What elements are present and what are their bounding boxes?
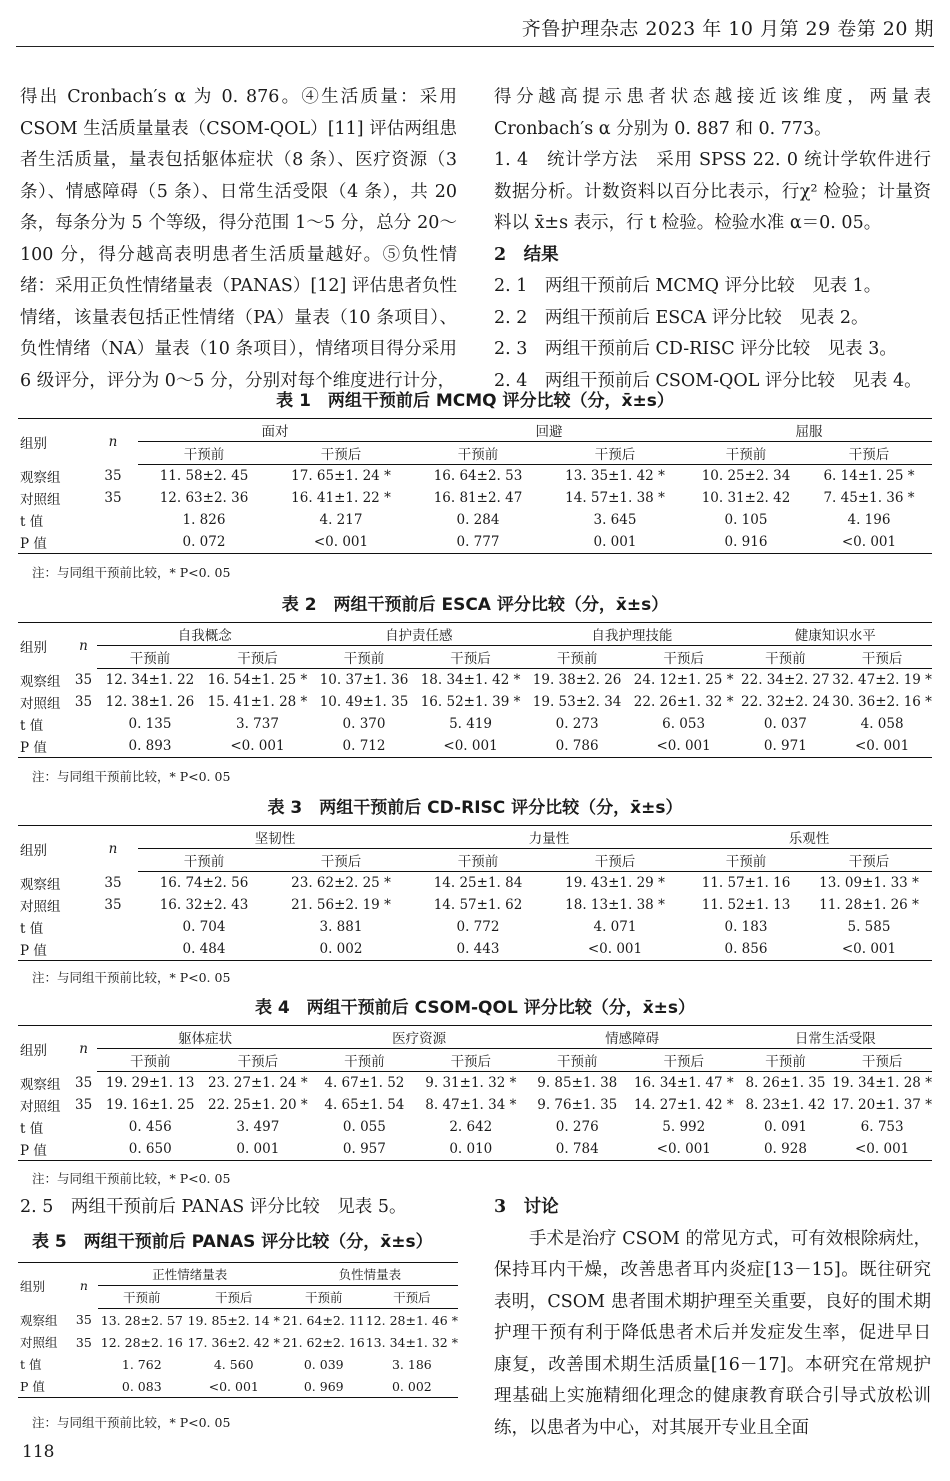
cell: <0. 001 [832,735,932,758]
table-3 [18,825,932,961]
dim-header: 负性情量表 [282,1263,458,1286]
table-1 [18,418,932,554]
cell: 12. 63±2. 36 [159,490,249,506]
cell [70,1138,98,1161]
cell: 8. 26±1. 35 [745,1075,826,1091]
cell: 16. 54±1. 25 * [207,672,308,688]
cell: <0. 001 [186,1375,282,1398]
cell: 4. 67±1. 52 [324,1075,405,1091]
cell: 16. 41±1. 22 * [291,490,391,506]
cell: 0. 183 [724,919,768,935]
cell: 0. 370 [342,716,386,732]
paragraph: 得分越高提示患者状态越接近该维度，两量表 Cronbach′s α 分别为 0. 887 和 0. 773。 [494,87,931,139]
cell [70,1353,98,1375]
section-heading: 3 讨论 [494,1197,559,1217]
journal-title: 齐鲁护理杂志 2023 年 10 月第 29 卷第 20 期 [521,18,934,40]
dim-header: 回避 [412,419,686,442]
table-2-caption: 表 2 两组干预前后 ESCA 评分比较（分，x̄±s） [281,595,669,615]
table-row [18,872,932,895]
pre-header: 干预前 [739,1049,833,1072]
cell: 4. 65±1. 54 [324,1097,405,1113]
table-1-caption: 表 1 两组干预前后 MCMQ 评分比较（分，x̄±s） [276,391,674,411]
subsection: 2. 4 两组干预前后 CSOM-QOL 评分比较 见表 4。 [494,370,922,391]
cell: 0. 971 [738,735,832,758]
cell: 0. 055 [342,1119,386,1135]
cell: 17. 36±2. 42 * [187,1334,280,1350]
dim-header: 乐观性 [686,826,932,849]
table-row [18,1331,458,1353]
cell: 0. 001 [203,1138,313,1161]
cell: 0. 712 [312,735,415,758]
cell: 0. 135 [128,716,172,732]
dim-header: 健康知识水平 [738,623,932,646]
cell: 观察组 [20,469,61,486]
cell: t 值 [20,1121,44,1137]
cell: 4. 560 [213,1356,254,1372]
cell: 9. 85±1. 38 [537,1075,618,1091]
cell: 17. 65±1. 24 * [291,468,391,484]
cell: 35 [75,1074,93,1091]
post-header: 干预后 [366,1286,458,1309]
cell: 0. 072 [138,531,270,554]
dim-header: 自我护理技能 [525,623,738,646]
table-4-note: 注：与同组干预前比较，* P<0. 05 [32,1171,231,1186]
pre-header: 干预前 [282,1286,366,1309]
cell: <0. 001 [544,938,686,961]
cell: t 值 [20,921,44,937]
group-header: 组别 [18,1263,70,1309]
table-row [18,713,932,735]
cell: 16. 34±1. 47 * [633,1075,734,1091]
subsection: 2. 5 两组干预前后 PANAS 评分比较 见表 5。 [20,1197,407,1217]
cell: 35 [104,467,122,484]
cell: 对照组 [20,1335,58,1350]
running-header [16,6,934,47]
dim-header: 正性情绪量表 [98,1263,282,1286]
n-header: n [88,419,138,465]
table-row [18,894,932,916]
cell: t 值 [20,718,44,734]
cell: 19. 34±1. 28 * [832,1075,932,1091]
dim-header: 自护责任感 [312,623,525,646]
cell: P 值 [18,938,88,961]
cell: 35 [75,1334,92,1350]
cell: 2. 642 [449,1119,493,1135]
cell: 0. 777 [412,531,544,554]
table-row [18,487,932,509]
cell: 对照组 [20,899,61,915]
post-header: 干预后 [806,849,932,872]
cell: 10. 49±1. 35 [319,694,409,710]
pre-header: 干预前 [525,646,628,669]
cell: 0. 484 [138,938,270,961]
cell: 23. 62±2. 25 * [291,875,391,891]
cell: 13. 09±1. 33 * [819,875,919,891]
pre-header: 干预前 [738,646,832,669]
cell: 5. 419 [449,716,493,732]
discussion-column [494,1192,931,1444]
table-row [18,735,932,758]
cell: 35 [104,490,122,506]
post-header: 干预后 [832,1049,932,1072]
cell: 16. 81±2. 47 [433,490,523,506]
cell: 19. 43±1. 29 * [565,875,665,891]
pre-header: 干预前 [138,442,270,465]
cell: <0. 001 [806,938,932,961]
subsection: 2. 2 两组干预前后 ESCA 评分比较 见表 2。 [494,307,869,328]
table-5-note: 注：与同组干预前比较，* P<0. 05 [32,1415,231,1430]
cell: <0. 001 [832,1138,932,1161]
cell [88,509,138,531]
post-header: 干预后 [544,849,686,872]
cell: 8. 23±1. 42 [745,1097,826,1113]
cell: 0. 001 [544,531,686,554]
table-2-note: 注：与同组干预前比较，* P<0. 05 [32,769,231,784]
cell: 3. 881 [319,919,363,935]
cell: 0. 443 [412,938,544,961]
cell: 3. 645 [593,512,637,528]
post-header: 干预后 [629,646,739,669]
post-header: 干预后 [806,442,932,465]
cell: 观察组 [20,876,61,893]
cell: t 值 [20,1357,42,1372]
post-header: 干预后 [416,1049,526,1072]
table-5-caption: 表 5 两组干预前后 PANAS 评分比较（分，x̄±s） [32,1232,433,1252]
cell: 11. 28±1. 26 * [819,897,919,913]
cell: 10. 25±2. 34 [701,468,791,484]
cell [70,735,98,758]
cell: 19. 53±2. 34 [532,694,622,710]
cell: 0. 916 [686,531,806,554]
cell: 35 [104,897,122,913]
cell: 24. 12±1. 25 * [633,672,734,688]
table-5 [18,1262,458,1398]
cell: 15. 41±1. 28 * [207,694,308,710]
table-row [18,1116,932,1138]
n-header: n [70,1026,98,1072]
cell: 21. 64±2. 11 [282,1312,365,1328]
cell: 19. 29±1. 13 [105,1075,195,1091]
table-row [18,1138,932,1161]
dim-header: 坚韧性 [138,826,412,849]
dim-header: 情感障碍 [526,1026,739,1049]
cell: 0. 957 [313,1138,416,1161]
cell: 6. 14±1. 25 * [823,468,915,484]
group-header: 组别 [18,623,70,669]
table-1-note: 注：与同组干预前比较，* P<0. 05 [32,565,231,580]
post-header: 干预后 [629,1049,739,1072]
cell: 0. 928 [739,1138,833,1161]
cell: 3. 497 [236,1119,280,1135]
cell: 对照组 [20,492,61,508]
cell: <0. 001 [806,531,932,554]
left-column [20,82,457,397]
pre-header: 干预前 [313,1049,416,1072]
cell [70,1375,98,1398]
discussion-paragraph: 手术是治疗 CSOM 的常见方式，可有效根除病灶，保持耳内干燥，改善患者耳内炎症[13－15]。既往研究表明，CSOM 患者围术期护理至关重要，良好的围术期护理干预有利于降低患者术后并发症发生率，促进早日康复，改善围术期生活质量[16－17]。本研究在常规护理基础上实施精细化理念的健康教育联合引导式放松训练，以患者为中心，对其展开专业且全面 [494,1228,931,1438]
cell: 14. 57±1. 38 * [565,490,665,506]
cell: 11. 57±1. 16 [701,875,791,891]
cell: 14. 27±1. 42 * [633,1097,734,1113]
cell: 12. 28±2. 16 [100,1334,183,1350]
cell: 0. 010 [416,1138,526,1161]
post-header: 干预后 [544,442,686,465]
table-row [18,691,932,713]
cell: 22. 34±2. 27 [741,672,830,688]
cell: 22. 25±1. 20 * [208,1097,308,1113]
cell: 0. 893 [97,735,202,758]
right-column [494,82,931,397]
table-row [18,465,932,488]
table-row [18,531,932,554]
cell: 1. 826 [182,512,226,528]
pre-header: 干预前 [412,849,544,872]
table-row [18,1375,458,1398]
table-row [18,1094,932,1116]
cell: 8. 47±1. 34 * [425,1097,517,1113]
cell: 16. 32±2. 43 [159,897,249,913]
cell: 32. 47±2. 19 * [832,672,932,688]
cell: 19. 85±2. 14 * [187,1312,280,1328]
cell: 观察组 [20,1312,58,1328]
n-header: n [70,623,98,669]
table-2 [18,622,932,758]
cell: 12. 38±1. 26 [105,694,195,710]
post-header: 干预后 [270,849,412,872]
cell: 22. 32±2. 24 [741,694,830,710]
cell: 0. 091 [763,1119,807,1135]
cell: 22. 26±1. 32 * [633,694,734,710]
cell: 4. 071 [593,919,637,935]
n-header: n [70,1263,98,1309]
table-row [18,1072,932,1095]
cell: 4. 058 [860,716,904,732]
cell: P 值 [18,1138,70,1161]
cell: 12. 28±1. 46 * [365,1312,458,1328]
group-header: 组别 [18,419,88,465]
pre-header: 干预前 [97,1049,203,1072]
cell: <0. 001 [416,735,526,758]
methods-paragraph: 1. 4 统计学方法 采用 SPSS 22. 0 统计学软件进行数据分析。计数资料以百分比表示，行χ² 检验；计量资料以 x̄±s 表示，行 t 检验。检验水准 α＝0. 05。 [494,150,931,233]
pre-header: 干预前 [138,849,270,872]
cell: 0. 650 [97,1138,203,1161]
cell: 10. 31±2. 42 [701,490,791,506]
cell: 0. 276 [555,1119,599,1135]
table-row [18,1309,458,1332]
cell: 16. 64±2. 53 [433,468,523,484]
cell: 0. 969 [282,1375,366,1398]
cell: 9. 31±1. 32 * [425,1075,517,1091]
cell: 17. 20±1. 37 * [832,1097,932,1113]
cell: P 值 [18,1375,70,1398]
dim-header: 面对 [138,419,412,442]
cell: 7. 45±1. 36 * [823,490,915,506]
table-3-note: 注：与同组干预前比较，* P<0. 05 [32,970,231,985]
pre-header: 干预前 [412,442,544,465]
table-row [18,916,932,938]
cell: 35 [74,671,93,688]
subsection: 2. 3 两组干预前后 CD-RISC 评分比较 见表 3。 [494,339,897,359]
cell: <0. 001 [203,735,313,758]
cell: 14. 25±1. 84 [433,875,523,891]
cell: 21. 56±2. 19 * [291,897,391,913]
cell [88,916,138,938]
dim-header: 医疗资源 [313,1026,526,1049]
cell [70,713,98,735]
cell: 0. 456 [128,1119,172,1135]
pre-header: 干预前 [686,442,806,465]
pre-header: 干预前 [686,849,806,872]
cell: 4. 196 [847,512,891,528]
cell: 0. 105 [724,512,768,528]
cell: 35 [104,874,122,891]
cell: 21. 62±2. 16 [282,1334,365,1350]
section-heading: 2 结果 [494,244,559,265]
dim-header: 力量性 [412,826,686,849]
cell: 30. 36±2. 16 * [832,694,932,710]
post-header: 干预后 [832,646,932,669]
cell: 对照组 [20,696,61,712]
cell: 19. 38±2. 26 [532,672,622,688]
cell: 对照组 [20,1099,61,1115]
dim-header: 日常生活受限 [739,1026,932,1049]
cell: 5. 585 [847,919,891,935]
cell: 0. 786 [525,735,628,758]
cell: 0. 704 [182,919,226,935]
pre-header: 干预前 [312,646,415,669]
cell: 13. 28±2. 57 [100,1312,183,1328]
cell: 23. 27±1. 24 * [208,1075,308,1091]
dim-header: 屈服 [686,419,932,442]
pre-header: 干预前 [98,1286,186,1309]
group-header: 组别 [18,1026,70,1072]
group-header: 组别 [18,826,88,872]
cell: 35 [75,1312,92,1328]
table-row [18,669,932,692]
cell: 0. 002 [270,938,412,961]
subsection-2-5 [20,1192,457,1224]
cell: 13. 34±1. 32 * [365,1334,458,1350]
pre-header: 干预前 [97,646,202,669]
cell: t 值 [20,514,44,530]
cell: 16. 52±1. 39 * [420,694,521,710]
cell: <0. 001 [270,531,412,554]
cell: P 值 [18,735,70,758]
table-3-caption: 表 3 两组干预前后 CD-RISC 评分比较（分，x̄±s） [267,798,683,818]
cell: 18. 34±1. 42 * [420,672,521,688]
post-header: 干预后 [270,442,412,465]
cell: 0. 273 [555,716,599,732]
cell: 观察组 [20,1076,61,1093]
table-4 [18,1025,932,1161]
cell: 11. 58±2. 45 [159,468,249,484]
cell: 35 [74,694,93,710]
cell: 0. 039 [303,1356,344,1372]
cell: 3. 186 [391,1356,432,1372]
cell: P 值 [18,531,88,554]
cell: 9. 76±1. 35 [537,1097,618,1113]
cell: 12. 34±1. 22 [105,672,195,688]
dim-header: 躯体症状 [97,1026,312,1049]
paragraph: 得出 Cronbach′s α 为 0. 876。④生活质量：采用 CSOM 生活质量量表（CSOM-QOL）[11] 评估两组患者生活质量，量表包括躯体症状（8 条）、医疗资源（3 条）、情感障碍（5 条）、日常生活受限（4 条），共 20 条，每条分为 5 个等级，得分范围 1～5 分，总分 20～100 分，得分越高表明患者生活质量越好。⑤负性情绪：采用正负性情绪量表（PANAS）[12] 评估患者负性情绪，该量表包括正性情绪（PA）量表（10 条项目）、负性情绪（NA）量表（10 条项目），情绪项目得分采用 6 级评分，评分为 0～5 分，分别对每个维度进行计分， [20,87,457,391]
cell: 0. 772 [456,919,500,935]
cell: 3. 737 [235,716,279,732]
cell: 16. 74±2. 56 [159,875,249,891]
table-row [18,509,932,531]
cell: 13. 35±1. 42 * [565,468,665,484]
cell [70,1116,98,1138]
cell: <0. 001 [629,1138,739,1161]
table-4-caption: 表 4 两组干预前后 CSOM-QOL 评分比较（分，x̄±s） [254,998,696,1018]
cell: 6. 053 [662,716,706,732]
n-header: n [88,826,138,872]
post-header: 干预后 [416,646,526,669]
cell: 10. 37±1. 36 [319,672,409,688]
post-header: 干预后 [203,1049,313,1072]
page-number: 118 [22,1442,55,1462]
post-header: 干预后 [186,1286,282,1309]
cell: 0. 083 [98,1375,186,1398]
post-header: 干预后 [203,646,313,669]
cell [88,531,138,554]
subsection: 2. 1 两组干预前后 MCMQ 评分比较 见表 1。 [494,276,882,296]
cell: 0. 284 [456,512,500,528]
cell: 0. 856 [686,938,806,961]
cell: 0. 037 [763,716,807,732]
cell: 观察组 [20,673,61,690]
cell: 0. 002 [366,1375,458,1398]
cell: <0. 001 [629,735,739,758]
pre-header: 干预前 [526,1049,629,1072]
cell: 1. 762 [121,1356,162,1372]
cell: 5. 992 [662,1119,706,1135]
cell: 6. 753 [860,1119,904,1135]
dim-header: 自我概念 [97,623,312,646]
table-row [18,938,932,961]
cell [88,938,138,961]
cell: 11. 52±1. 13 [701,897,791,913]
cell: 14. 57±1. 62 [433,897,523,913]
cell: 0. 784 [526,1138,629,1161]
cell: 35 [75,1097,93,1113]
cell: 4. 217 [319,512,363,528]
table-row [18,1353,458,1375]
cell: 18. 13±1. 38 * [565,897,665,913]
cell: 19. 16±1. 25 [105,1097,195,1113]
